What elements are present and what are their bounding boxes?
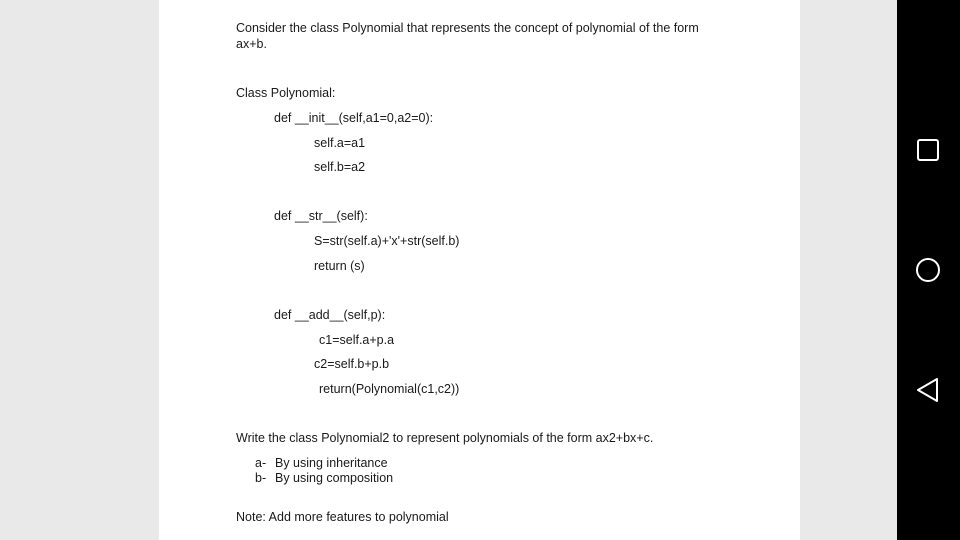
code-str-def: def __str__(self): [274, 209, 368, 223]
note: Note: Add more features to polynomial [236, 510, 449, 524]
back-button[interactable] [911, 373, 945, 407]
triangle-back-icon [914, 376, 942, 404]
code-str-body-2: return (s) [314, 259, 365, 273]
code-add-body-2: c2=self.b+p.b [314, 357, 390, 371]
class-header: Class Polynomial: [236, 86, 336, 100]
code-add-body-3: return(Polynomial(c1,c2)) [319, 382, 460, 396]
option-marker-a: a- [255, 456, 267, 470]
code-add-body-1: c1=self.a+p.a [319, 333, 395, 347]
code-init-body-1: self.a=a1 [314, 136, 366, 150]
code-init-body-2: self.b=a2 [314, 160, 366, 174]
intro-line-2: ax+b. [236, 37, 267, 51]
option-text-a: By using inheritance [275, 456, 388, 470]
code-str-body-1: S=str(self.a)+'x'+str(self.b) [314, 234, 460, 248]
recent-apps-button[interactable] [911, 133, 945, 167]
square-icon [916, 138, 940, 162]
circle-icon [914, 256, 942, 284]
option-marker-b: b- [255, 471, 267, 485]
task-statement: Write the class Polynomial2 to represent polynomials of the form ax2+bx+c. [236, 431, 654, 445]
code-init-def: def __init__(self,a1=0,a2=0): [274, 111, 434, 125]
option-text-b: By using composition [275, 471, 394, 485]
home-button[interactable] [911, 253, 945, 287]
code-add-def: def __add__(self,p): [274, 308, 386, 322]
intro-line-1: Consider the class Polynomial that represents the concept of polynomial of the form [236, 21, 699, 35]
